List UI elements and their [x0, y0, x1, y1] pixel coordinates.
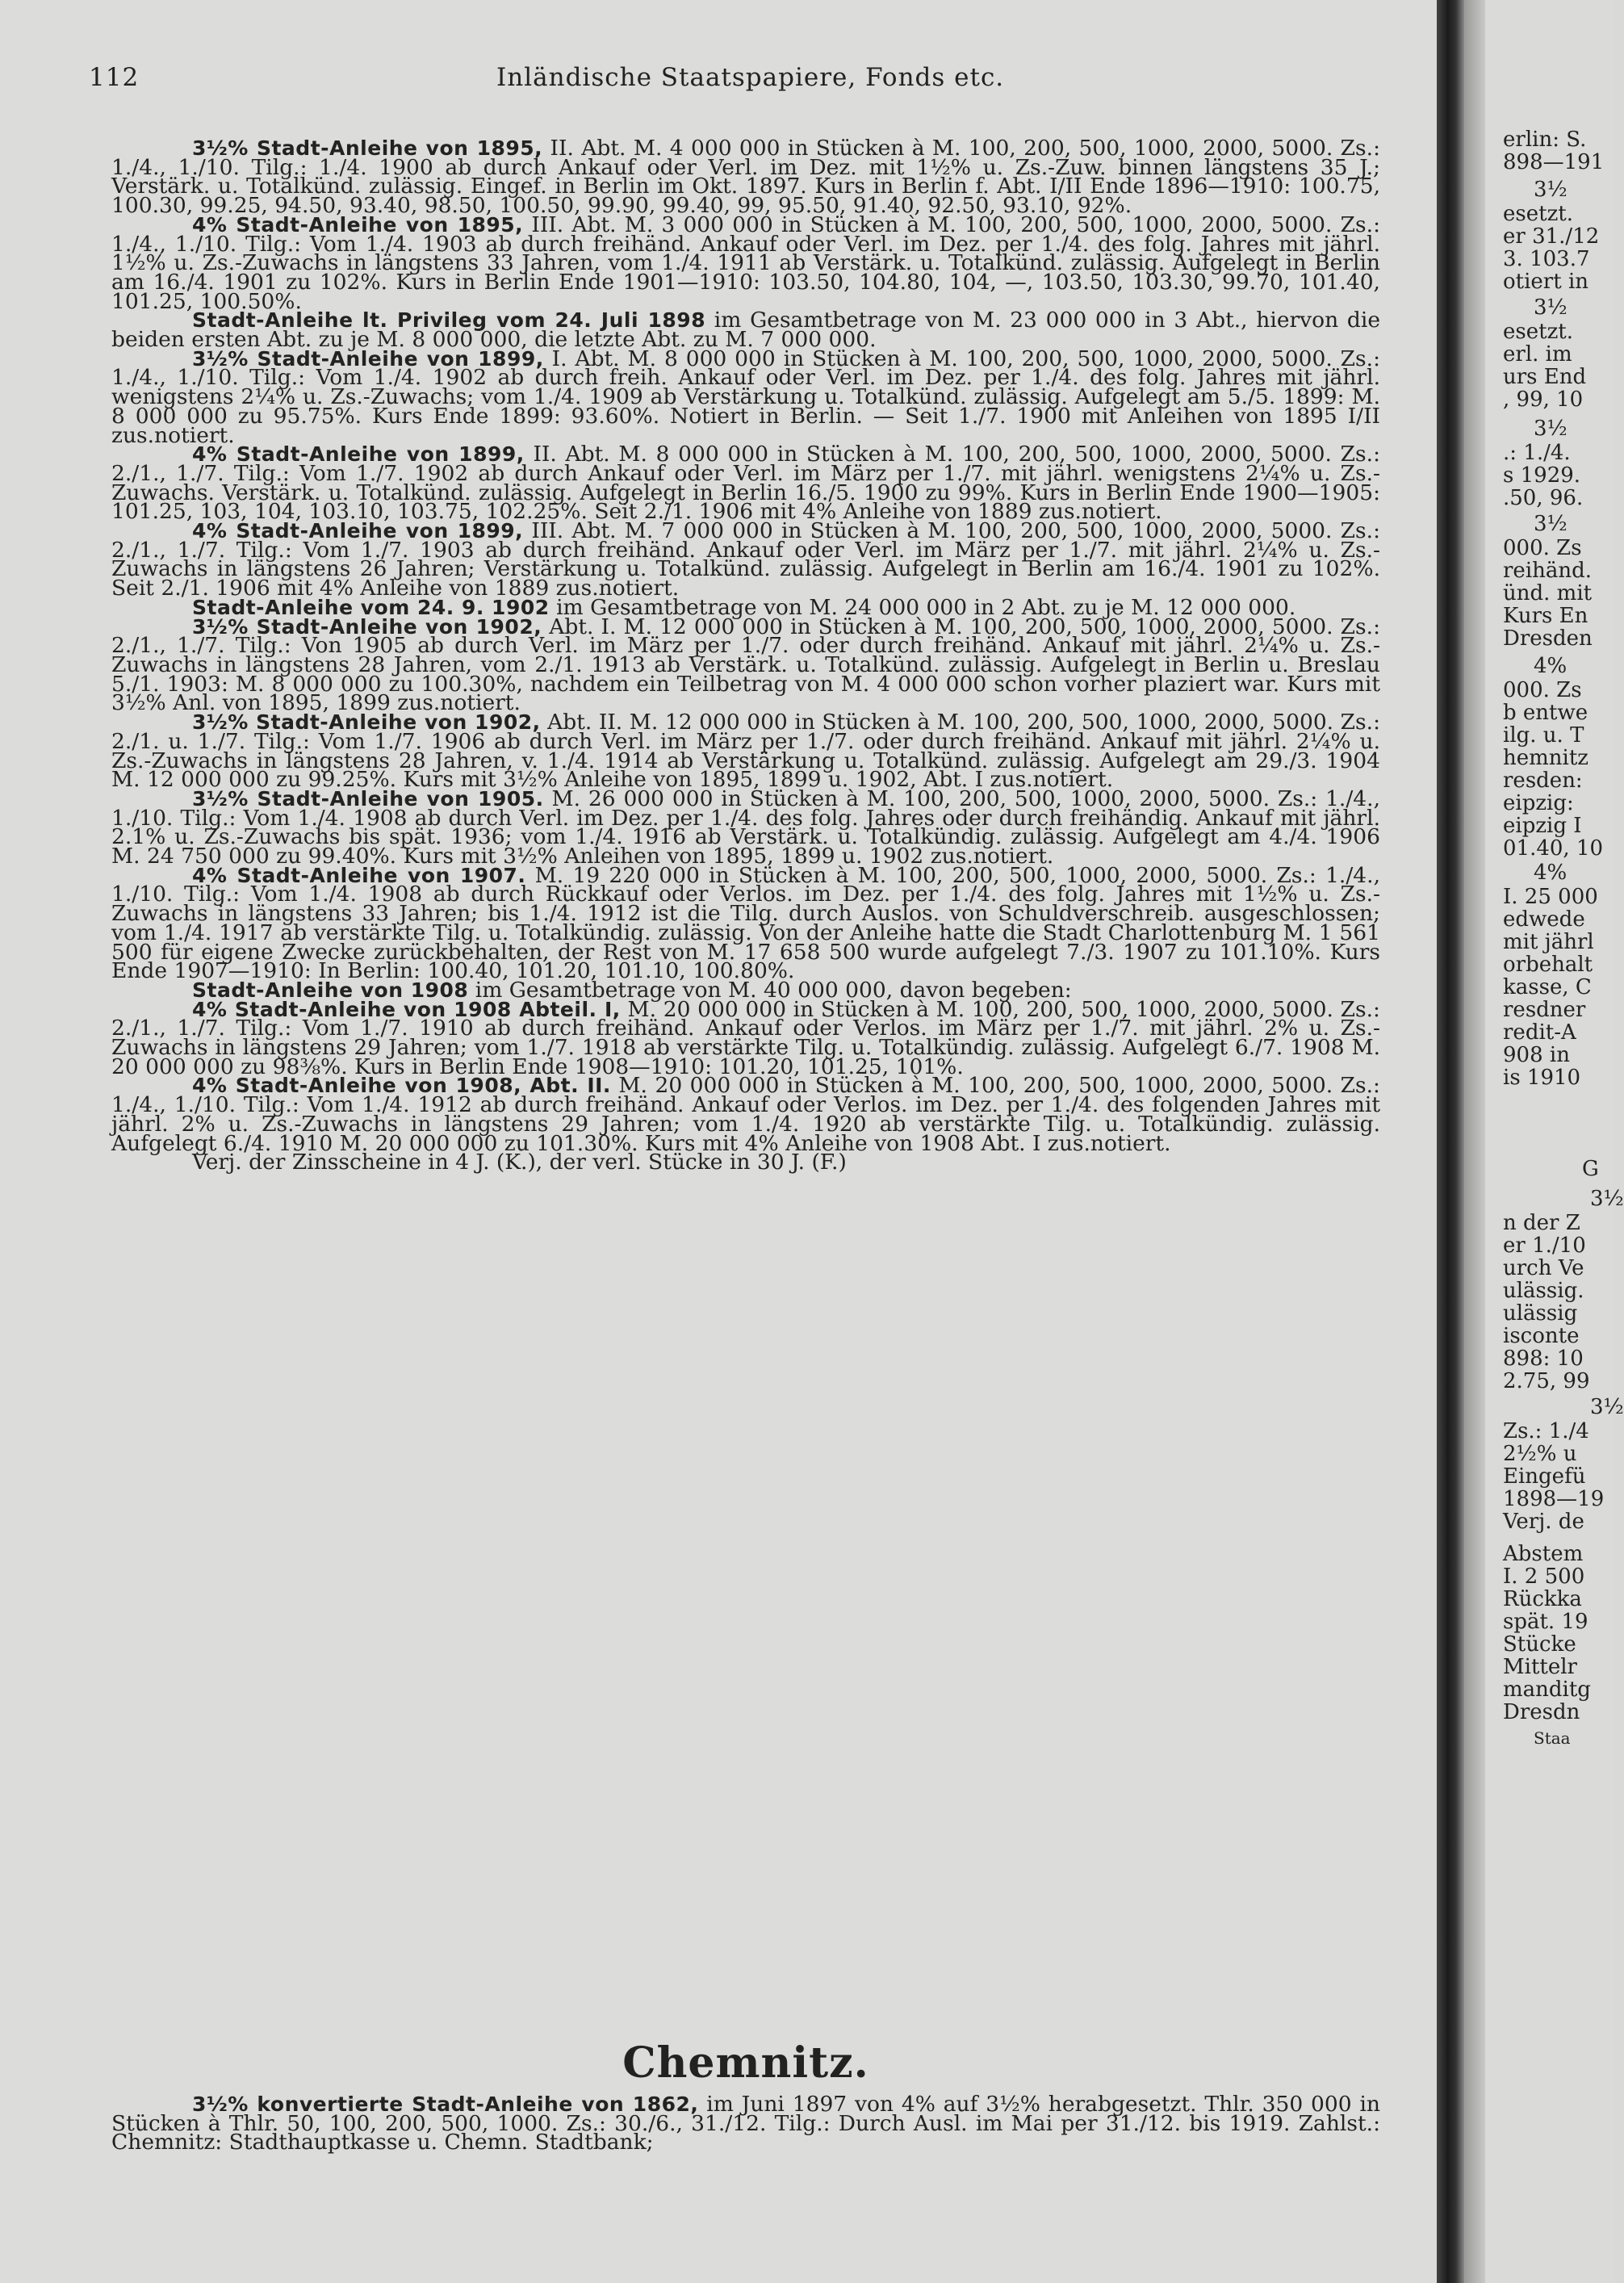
fragment-line: orbehalt [1503, 953, 1593, 977]
chemnitz-section [111, 2092, 1380, 2155]
entry-text: I. Abt. M. 8 000 000 in Stücken à M. 100, 200, 500, 1000, 2000, 5000. Zs.: 1./4., 1./10. Tilg.: Vom 1./4. 1902 ab durch freih. Ankauf oder Verl. im Dez. per 1./4. des folg. Jahres mit jährl. wenigstens 2¼% u. Zs.-Zuwachs; vom 1./4. 1909 ab Verstärkung u. Totalkünd. zulässig. Aufgelegt am 5./5. 1899: M. 8 000 000 zu 95.75%. Kurs Ende 1899: 93.60%. Notiert in Berlin. — Seit 1./7. 1900 mit Anleihen von 1895 I/II zus.notiert. [111, 346, 1381, 448]
entry-heading: 3½% Stadt-Anleihe von 1895, [192, 136, 543, 160]
fragment-line: 2½% u [1503, 1442, 1577, 1466]
fragment-line: ulässig [1503, 1301, 1578, 1326]
fragment-line: Kurs En [1503, 604, 1588, 628]
fragment-line: reihänd. [1503, 559, 1593, 583]
entry-heading: Stadt-Anleihe vom 24. 9. 1902 [192, 595, 550, 619]
bond-entry [111, 136, 1380, 219]
entry-heading: 4% Stadt-Anleihe von 1908 Abteil. I, [192, 997, 621, 1021]
entry-text: M. 20 000 000 in Stücken à M. 100, 200, 500, 1000, 2000, 5000. Zs.: 2./1., 1./7. Tilg.: Vom 1./7. 1910 ab durch freihänd. Ankauf oder Verlos. im März per 1./7. mit jährl. 2% u. Zs.-Zuwachs in längstens 29 Jahren; vom 1./7. 1918 ab verstärkte Tilg. u. Totalkündig. zulässig. Aufgelegt 6./7. 1908 M. 20 000 000 zu 98⅜%. Kurs in Berlin Ende 1908—1910: 101.20, 101.25, 101%. [111, 996, 1380, 1079]
fragment-line: Stücke [1503, 1632, 1576, 1657]
bond-entry [111, 862, 1380, 984]
entry-heading: 4% Stadt-Anleihe von 1908, Abt. II. [192, 1074, 611, 1098]
entry-heading: 4% Stadt-Anleihe von 1899, [192, 519, 524, 543]
bond-entry [111, 785, 1380, 869]
entry-text: M. 20 000 000 in Stücken à M. 100, 200, 500, 1000, 2000, 5000. Zs.: 1./4., 1./10. Tilg.: Vom 1./4. 1912 ab durch freihänd. Ankauf oder Verlos. im Dez. per 1./4. des folgenden Jahres mit jährl. 2% u. Zs.-Zuwachs in längstens 29 Jahren; vom 1./4. 1920 ab verstärkte Tilg. u. Totalkündig. zulässig. Aufgelegt 6./4. 1910 M. 20 000 000 zu 101.30%. Kurs mit 4% Anleihe von 1908 Abt. I zus.notiert. [111, 1073, 1380, 1156]
entry-text: im Gesamtbetrage von M. 24 000 000 in 2 Abt. zu je M. 12 000 000. [549, 594, 1296, 620]
entry-heading: 3½% Stadt-Anleihe von 1902, [192, 710, 541, 735]
bond-entry [111, 518, 1380, 601]
fragment-line: eipzig: [1503, 791, 1574, 815]
bond-entry [111, 996, 1380, 1079]
fragment-line: er 31./12 [1503, 224, 1600, 249]
fragment-line: 01.40, 10 [1503, 836, 1604, 861]
page-header [89, 63, 1380, 111]
fragment-line: edwede [1503, 907, 1585, 932]
entry-heading: 4% Stadt-Anleihe von 1899, [192, 442, 525, 467]
entry-heading: 3½% konvertierte Stadt-Anleihe von 1862, [192, 2092, 699, 2116]
fragment-line: 3½ [1590, 1187, 1624, 1211]
entry-heading: 3½% Stadt-Anleihe von 1905. [192, 786, 544, 811]
entry-heading: 4% Stadt-Anleihe von 1895, [192, 212, 524, 237]
entry-text: II. Abt. M. 8 000 000 in Stücken à M. 100, 200, 500, 1000, 2000, 5000. Zs.: 2./1., 1./7. Tilg.: Vom 1./7. 1902 ab durch Ankauf oder Verl. im März per 1./7. mit jährl. wenigstens 2¼% u. Zs.-Zuwachs. Verstärk. u. Totalkünd. zulässig. Aufgelegt in Berlin 16./5. 1900 zu 99%. Kurs in Berlin Ende 1900—1905: 101.25, 103, 104, 103.10, 103.75, 102.25%. Seit 2./1. 1906 mit 4% Anleihe von 1889 zus.notiert. [111, 442, 1380, 525]
fragment-line: n der Z [1503, 1211, 1580, 1235]
entry-text: M. 26 000 000 in Stücken à M. 100, 200, 500, 1000, 2000, 5000. Zs.: 1./4., 1./10. Tilg.: Vom 1./4. 1908 ab durch Verl. im Dez. per 1./4. des folg. Jahres oder durch freihändig. Ankauf mit jährl. 2.1% u. Zs.-Zuwachs bis spät. 1936; vom 1./4. 1916 ab Verstärk. u. Totalkündig. zulässig. Aufgelegt am 4./4. 1906 M. 24 750 000 zu 99.40%. Kurs mit 3½% Anleihen von 1895, 1899 u. 1902 zus.notiert. [111, 785, 1380, 869]
entry-text: Abt. I. M. 12 000 000 in Stücken à M. 100, 200, 500, 1000, 2000, 5000. Zs.: 2./1., 1./7. Tilg.: Von 1905 ab durch Verl. im März per 1./7. oder durch freihänd. Ankauf mit jährl. 2¼% u. Zs.-Zuwachs in längstens 28 Jahren, vom 2./1. 1913 ab Verstärk. u. Totalkünd. zulässig. Aufgelegt in Berlin u. Breslau 5./1. 1903: M. 8 000 000 zu 100.30%, nachdem ein Teilbetrag von M. 4 000 000 schon vorher plaziert war. Kurs mit 3½% Anl. von 1895, 1899 zus.notiert. [111, 614, 1381, 716]
fragment-line: 4% [1534, 861, 1567, 885]
fragment-line: Mittelr [1503, 1655, 1577, 1679]
fragment-line: ilg. u. T [1503, 723, 1584, 748]
fragment-line: otiert in [1503, 270, 1589, 294]
entry-heading: 3½% Stadt-Anleihe von 1899, [192, 346, 544, 371]
entry-text: II. Abt. M. 4 000 000 in Stücken à M. 100, 200, 500, 1000, 2000, 5000. Zs.: 1./4., 1./10. Tilg.: 1./4. 1900 ab durch Ankauf oder Verl. im Dez. mit 1½% u. Zs.-Zuw. binnen längstens 35 J.; Verstärk. u. Totalkünd. zulässig. Eingef. in Berlin im Okt. 1897. Kurs in Berlin f. Abt. I/II Ende 1896—1910: 100.75, 100.30, 99.25, 94.50, 93.40, 98.50, 100.50, 99.90, 99.40, 99, 95.50, 91.40, 92.50, 93.10, 92%. [111, 136, 1380, 219]
fragment-line: b entwe [1503, 701, 1588, 725]
main-text-column [111, 136, 1381, 1175]
book-gutter [1437, 0, 1464, 2283]
fragment-line: 908 in [1503, 1043, 1570, 1067]
entry-text: III. Abt. M. 3 000 000 in Stücken à M. 100, 200, 500, 1000, 2000, 5000. Zs.: 1./4., 1./10. Tilg.: Vom 1./4. 1903 ab durch freihänd. Ankauf oder Verl. im Dez. per 1./4. des folg. Jahres mit jährl. 1½% u. Zs.-Zuwachs in längstens 33 Jahren, vom 1./4. 1911 ab Verstärk. u. Totalkünd. zulässig. Aufgelegt in Berlin am 16./4. 1901 zu 102%. Kurs in Berlin Ende 1901—1910: 103.50, 104.80, 104, —, 103.50, 103.30, 99.70, 101.40, 101.25, 100.50%. [111, 212, 1380, 314]
fragment-line: 3½ [1534, 178, 1567, 202]
fragment-line: er 1./10 [1503, 1234, 1586, 1258]
fragment-line: Dresdn [1503, 1700, 1580, 1724]
page-number: 112 [89, 63, 140, 92]
fragment-line: hemnitz [1503, 746, 1588, 770]
fragment-line: 1898—19 [1503, 1487, 1605, 1511]
entry-text: im Juni 1897 von 4% auf 3½% herabgesetzt. Thlr. 350 000 in Stücken à Thlr. 50, 100, 200, 500, 1000. Zs.: 30./6., 31./12. Tilg.: Durch Ausl. im Mai per 31./12. bis 1919. Zahlst.: Chemnitz: Stadthauptkasse u. Chemn. Stadtbank; [111, 2092, 1380, 2155]
fragment-line: esetzt. [1503, 202, 1573, 226]
fragment-line: ulässig. [1503, 1279, 1584, 1303]
fragment-line: manditg [1503, 1678, 1591, 1702]
gutter-shadow [1464, 0, 1485, 2283]
fragment-line: , 99, 10 [1503, 387, 1584, 412]
fragment-line: 3½ [1534, 512, 1567, 536]
fragment-line: resden: [1503, 769, 1583, 793]
fragment-line: is 1910 [1503, 1066, 1581, 1090]
fragment-line: ünd. mit [1503, 581, 1593, 605]
fragment-line: Dresden [1503, 626, 1593, 651]
section-title-chemnitz: Chemnitz. [622, 2038, 869, 2088]
fragment-line: esetzt. [1503, 320, 1573, 344]
entry-heading: 4% Stadt-Anleihe von 1907. [192, 863, 526, 887]
entry-text: Verj. der Zinsscheine in 4 J. (K.), der verl. Stücke in 30 J. (F.) [192, 1150, 847, 1175]
fragment-line: kasse, C [1503, 975, 1592, 999]
fragment-line: 3½ [1534, 417, 1567, 441]
bond-entry [111, 442, 1380, 525]
fragment-line: urch Ve [1503, 1256, 1584, 1280]
fragment-line: 000. Zs [1503, 536, 1582, 560]
fragment-line: .50, 96. [1503, 486, 1584, 510]
fragment-line: spät. 19 [1503, 1610, 1588, 1634]
fragment-line: resdner [1503, 998, 1586, 1022]
fragment-line: 3½ [1590, 1395, 1624, 1419]
running-title: Inländische Staatspapiere, Fonds etc. [496, 63, 1005, 92]
fragment-line: Staa [1534, 1728, 1571, 1748]
fragment-line: I. 25 000 [1503, 885, 1598, 909]
fragment-line: .: 1./4. [1503, 441, 1571, 465]
fragment-line: Rückka [1503, 1587, 1582, 1611]
fragment-line: G [1582, 1157, 1599, 1181]
limitation-note [111, 1150, 1380, 1175]
fragment-line: erl. im [1503, 342, 1572, 367]
fragment-line: Zs.: 1./4 [1503, 1419, 1589, 1443]
fragment-line: 000. Zs [1503, 678, 1582, 702]
fragment-line: I. 2 500 [1503, 1565, 1585, 1589]
fragment-line: 898—191 [1503, 150, 1605, 174]
entry-heading: Stadt-Anleihe von 1908 [192, 978, 469, 1002]
bond-entry [111, 710, 1380, 793]
fragment-line: eipzig I [1503, 814, 1582, 838]
bond-entry [111, 2092, 1380, 2155]
fragment-line: 3½ [1534, 295, 1567, 320]
fragment-line: urs End [1503, 365, 1587, 389]
fragment-line: Abstem [1503, 1542, 1584, 1566]
fragment-line: 2.75, 99 [1503, 1369, 1590, 1393]
bond-entry [111, 346, 1381, 448]
fragment-line: redit-A [1503, 1020, 1576, 1045]
fragment-line: Eingefü [1503, 1464, 1586, 1489]
fragment-line: erlin: S. [1503, 128, 1587, 152]
bond-entry [111, 1073, 1380, 1156]
fragment-line: s 1929. [1503, 463, 1581, 488]
fragment-line: 4% [1534, 654, 1567, 678]
entry-text: Abt. II. M. 12 000 000 in Stücken à M. 100, 200, 500, 1000, 2000, 5000. Zs.: 2./1. u. 1./7. Tilg.: Vom 1./7. 1906 ab durch Verl. im März per 1./7. oder durch freihänd. Ankauf mit jährl. 2¼% u. Zs.-Zuwachs in längstens 28 Jahren, v. 1./4. 1914 ab Verstärkung u. Totalkünd. zulässig. Aufgelegt am 29./3. 1904 M. 12 000 000 zu 99.25%. Kurs mit 3½% Anleihe von 1895, 1899 u. 1902, Abt. I zus.notiert. [111, 710, 1380, 793]
entry-heading: 3½% Stadt-Anleihe von 1902, [192, 614, 542, 639]
bond-entry [111, 614, 1381, 716]
entry-text: im Gesamtbetrage von M. 23 000 000 in 3 Abt., hiervon die beiden ersten Abt. zu je M. 8 000 000, die letzte Abt. zu M. 7 000 000. [111, 308, 1380, 353]
entry-text: im Gesamtbetrage von M. 40 000 000, davon begeben: [468, 977, 1072, 1003]
entry-text: III. Abt. M. 7 000 000 in Stücken à M. 100, 200, 500, 1000, 2000, 5000. Zs.: 2./1., 1./7. Tilg.: Vom 1./7. 1903 ab durch freihänd. Ankauf oder Verl. im März per 1./7. mit jährl. 2¼% u. Zs.-Zuwachs in längstens 26 Jahren; Verstärkung u. Totalkünd. zulässig. Aufgelegt in Berlin am 16./4. 1901 zu 102%. Seit 2./1. 1906 mit 4% Anleihe von 1889 zus.notiert. [111, 518, 1380, 601]
adjacent-page-strip [1485, 0, 1624, 2283]
fragment-line: mit jährl [1503, 930, 1594, 954]
fragment-line: Verj. de [1503, 1510, 1584, 1534]
bond-entry [111, 308, 1380, 353]
entry-heading: Stadt-Anleihe lt. Privileg vom 24. Juli 1898 [192, 308, 706, 333]
fragment-line: isconte [1503, 1324, 1580, 1348]
fragment-line: 3. 103.7 [1503, 247, 1590, 271]
fragment-line: 898: 10 [1503, 1347, 1584, 1371]
entry-text: M. 19 220 000 in Stücken à M. 100, 200, 500, 1000, 2000, 5000. Zs.: 1./4., 1./10. Tilg.: Vom 1./4. 1908 ab durch Rückkauf oder Verlos. im Dez. per 1./4. des folg. Jahres mit 1½% u. Zs.-Zuwachs in längstens 33 Jahren; bis 1./4. 1912 ist die Tilg. durch Auslos. von Schuldverschreib. ausgeschlossen; vom 1./4. 1917 ab verstärkte Tilg. u. Totalkündig. zulässig. Von der Anleihe hatte die Stadt Charlottenburg M. 1 561 500 für eigene Zwecke zurückbehalten, der Rest von M. 17 658 500 wurde aufgelegt 7./3. 1907 zu 101.10%. Kurs Ende 1907—1910: In Berlin: 100.40, 101.20, 101.10, 100.80%. [111, 862, 1380, 984]
bond-entry [111, 212, 1380, 314]
